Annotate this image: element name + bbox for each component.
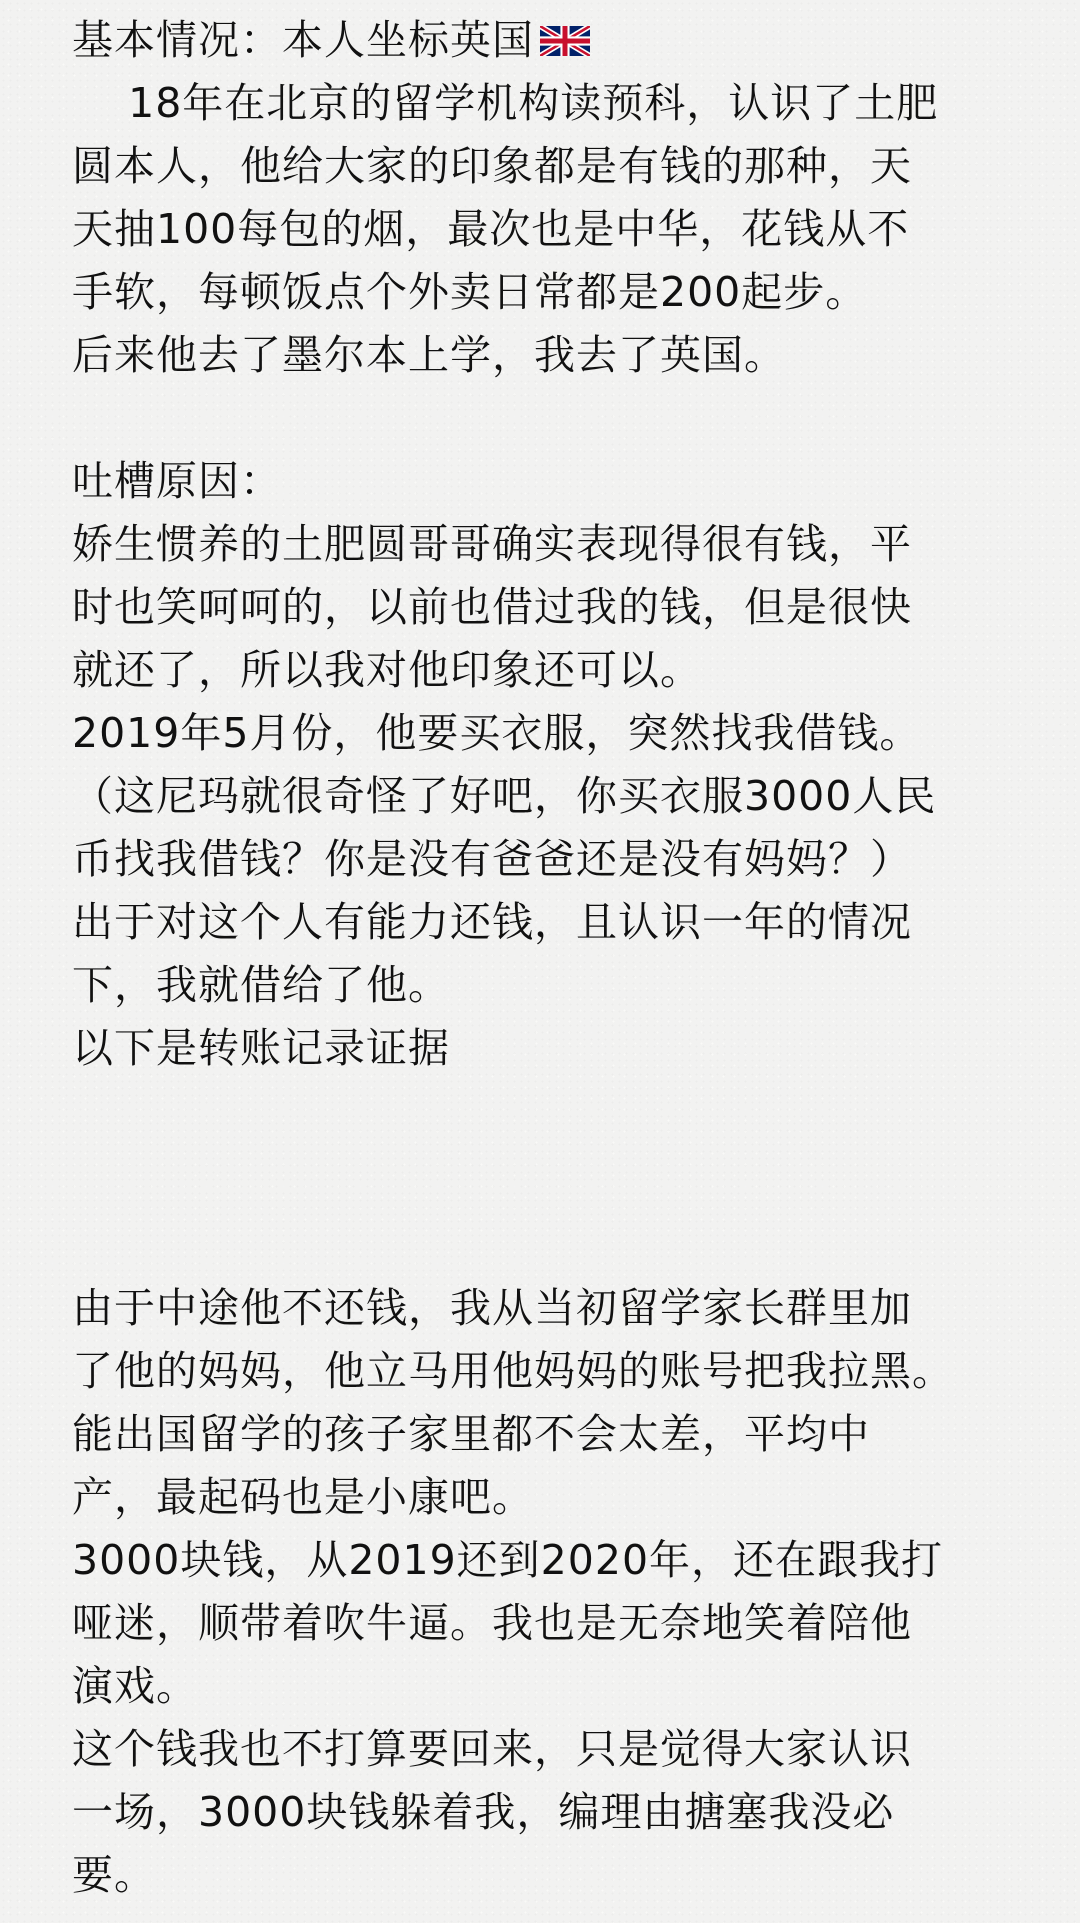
note-line: 以下是转账记录证据 (72, 1024, 450, 1072)
note-line: 时也笑呵呵的，以前也借过我的钱，但是很快 (72, 583, 912, 631)
note-line: （这尼玛就很奇怪了好吧，你买衣服3000人民 (72, 772, 937, 820)
note-line: 一场，3000块钱躲着我，编理由搪塞我没必 (72, 1788, 895, 1836)
note-line: 演戏。 (72, 1662, 198, 1710)
note-line: 要。 (72, 1851, 156, 1899)
note-line: 后来他去了墨尔本上学，我去了英国。 (72, 331, 786, 379)
note-line: 娇生惯养的土肥圆哥哥确实表现得很有钱，平 (72, 520, 912, 568)
note-line: 3000块钱，从2019还到2020年，还在跟我打 (72, 1536, 944, 1584)
note-line: 下，我就借给了他。 (72, 961, 450, 1009)
note-line: 手软，每顿饭点个外卖日常都是200起步。 (72, 268, 868, 316)
note-line: 由于中途他不还钱，我从当初留学家长群里加 (72, 1284, 912, 1332)
note-line: 了他的妈妈，他立马用他妈妈的账号把我拉黑。 (72, 1347, 954, 1395)
note-line: 这个钱我也不打算要回来，只是觉得大家认识 (72, 1725, 912, 1773)
note-line: 就还了，所以我对他印象还可以。 (72, 646, 702, 694)
note-line: 币找我借钱？你是没有爸爸还是没有妈妈？） (72, 835, 912, 883)
note-line: 产，最起码也是小康吧。 (72, 1473, 534, 1521)
note-line: 18年在北京的留学机构读预科，认识了土肥 (72, 79, 939, 127)
note-line: 能出国留学的孩子家里都不会太差，平均中 (72, 1410, 870, 1458)
section-heading: 吐槽原因： (72, 457, 282, 505)
note-line: 出于对这个人有能力还钱，且认识一年的情况 (72, 898, 912, 946)
note-line: 圆本人，他给大家的印象都是有钱的那种，天 (72, 142, 912, 190)
note-line: 基本情况：本人坐标英国 (72, 15, 590, 65)
note-line: 哑迷，顺带着吹牛逼。我也是无奈地笑着陪他 (72, 1599, 912, 1647)
note-line: 天抽100每包的烟，最次也是中华，花钱从不 (72, 205, 910, 253)
uk-flag-icon (540, 26, 590, 56)
note-line: 2019年5月份，他要买衣服，突然找我借钱。 (72, 709, 922, 757)
